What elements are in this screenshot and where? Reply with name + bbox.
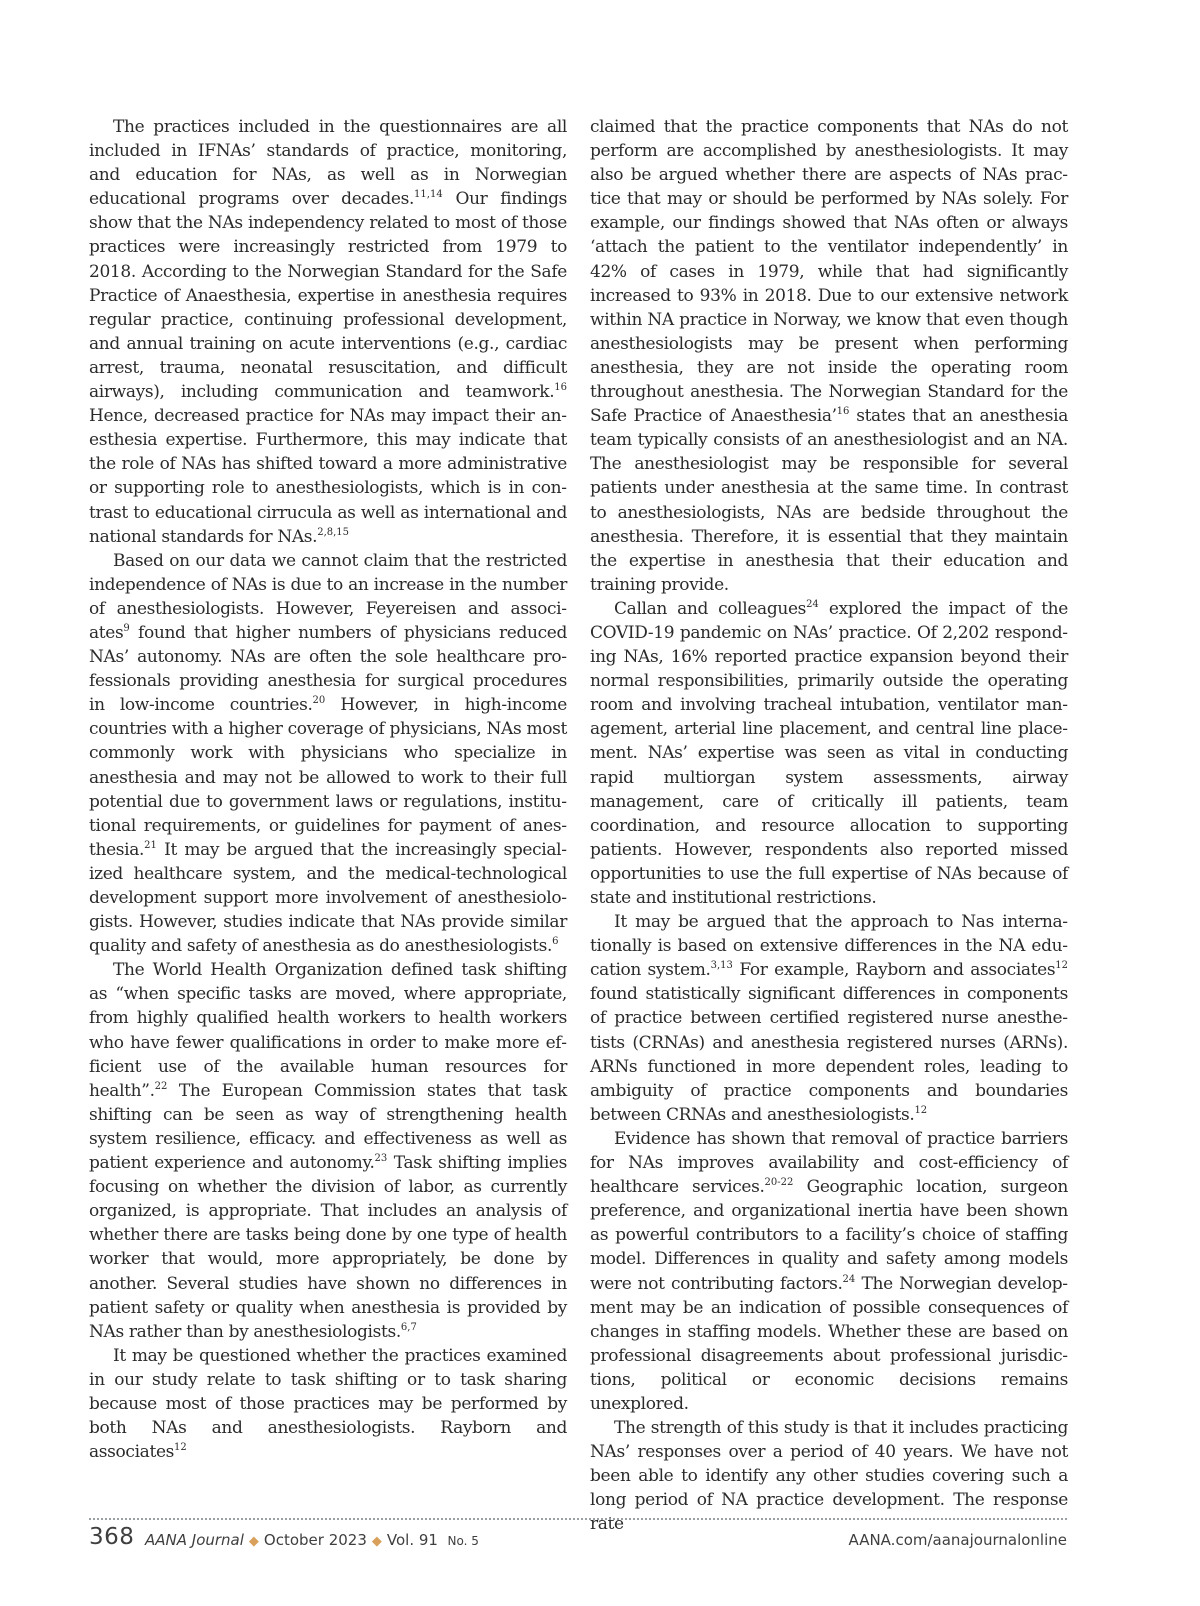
issue-number: No. 5 <box>447 1534 479 1548</box>
paragraph-text: Task shifting implies focusing on whether the division of labor, as currently organized, is appropriate. That includes an analysis of whether there are tasks being done by one type of health worker that would, more appropriately, be done by another. Several studies have shown no differences in patient safety or quality when anesthesia is provided by NAs rather than by anesthesiologists. <box>89 1153 567 1342</box>
right-column <box>590 115 1068 1537</box>
body-paragraph <box>590 910 1068 1127</box>
paragraph-text: claimed that the practice components that NAs do not perform are accomplished by anesthesiologists. It may also be argued whether there are aspects of NAs practice that may or should be performed by NAs solely. For example, our findings showed that NAs often or always ‘attach the patient to the ventilator independently’ in 42% of cases in 1979, while that had significantly increased to 93% in 2018. Due to our extensive network within NA practice in Norway, we know that even though anesthesiologists may be present when performing anesthesia, they are not inside the operating room throughout anesthesia. The Norwegian Standard for the Safe Practice of Anaesthesia’ <box>590 117 1068 427</box>
paragraph-text: Based on our data we cannot claim that the restricted independence of NAs is due to an increase in the number of anesthesiologists. However, Feyereisen and associates <box>89 550 567 643</box>
left-column <box>89 115 567 1464</box>
citation-ref: 22 <box>154 1080 168 1092</box>
citation-ref: 2,8,15 <box>317 526 350 538</box>
paragraph-text: The European Commission states that task shifting can be seen as way of strengthening health system resilience, efficacy. and effectiveness as well as patient experience and autonomy. <box>89 1080 567 1174</box>
paragraph-text: It may be argued that the increasingly specialized healthcare system, and the medical-technological development support more involvement of anesthesiologists. However, studies indicate that NAs provide similar quality and safety of anesthesia as do anesthesiologists. <box>89 839 567 957</box>
journal-name: AANA Journal <box>145 1531 244 1549</box>
volume: Vol. 91 <box>386 1531 438 1549</box>
paragraph-text: found statistically significant differences in components of practice between certified registered nurse anesthetists (CRNAs) and anesthesia registered nurses (ARNs). ARNs functioned in more dependent roles, leading to ambiguity of practice components and boundaries between CRNAs and anesthesiologists. <box>590 984 1068 1125</box>
paragraph-text: The Norwegian development may be an indication of possible consequences of changes in staffing models. Whether these are based on professional disagreements about professional jurisdictions, political or economic decisions remains unexplored. <box>590 1273 1068 1414</box>
body-paragraph <box>89 1344 567 1464</box>
citation-ref: 24 <box>806 598 819 610</box>
citation-ref: 12 <box>914 1104 928 1116</box>
citation-ref: 24 <box>842 1273 856 1285</box>
citation-ref: 11,14 <box>414 189 443 201</box>
citation-ref: 12 <box>174 1442 187 1454</box>
paragraph-text: Evidence has shown that removal of practice barriers for NAs improves availability and cost-efficiency of healthcare services. <box>590 1128 1068 1198</box>
journal-citation <box>145 1531 479 1549</box>
page-footer <box>89 1524 1067 1554</box>
citation-ref: 16 <box>836 406 850 418</box>
issue-date: October 2023 <box>263 1531 367 1549</box>
body-paragraph <box>590 115 1068 597</box>
citation-ref: 23 <box>374 1153 388 1165</box>
paragraph-text: The practices included in the questionnaires are all included in IFNAs’ standards of practice, monitoring, and education for NAs, as well as in Norwegian educational programs over decades. <box>89 117 567 210</box>
body-paragraph <box>89 958 567 1344</box>
page-number: 368 <box>89 1524 135 1550</box>
paragraph-text: The World Health Organization defined task shifting as “when specific tasks are moved, where appropriate, from highly qualified health workers to health workers who have fewer qualifications in order to make more efficient use of the available human resources for health”. <box>89 960 567 1101</box>
paragraph-text: states that an anesthesia team typically consists of an anesthesiologist and an NA. The anesthesiologist may be responsible for several patients under anesthesia at the same time. In contrast to anesthesiologists, NAs are bedside throughout the anesthesia. Therefore, it is essential that they maintain the expertise in anesthesia that their education and training provide. <box>590 406 1068 595</box>
citation-ref: 3,13 <box>710 960 733 972</box>
citation-ref: 6 <box>552 936 559 948</box>
paragraph-text: The strength of this study is that it includes practicing NAs’ responses over a period of 40 years. We have not been able to identify any other studies covering such a long period of NA practice development. The response rate <box>590 1418 1068 1535</box>
body-paragraph <box>590 597 1068 910</box>
paragraph-text: For example, Rayborn and associates <box>732 960 1056 981</box>
citation-ref: 20 <box>312 695 326 707</box>
paragraph-text: It may be questioned whether the practices examined in our study relate to task shifting or to task sharing because most of those practices may be performed by both NAs and anesthesiologists. Rayborn and associates <box>89 1345 567 1463</box>
citation-ref: 6,7 <box>400 1321 417 1333</box>
body-paragraph <box>89 115 567 549</box>
paragraph-text: found that higher numbers of physicians reduced NAs’ autonomy. NAs are often the sole healthcare professionals providing anesthesia for surgical procedures in low-income countries. <box>89 622 567 716</box>
citation-ref: 20-22 <box>764 1177 794 1189</box>
footer-divider <box>89 1518 1067 1520</box>
paragraph-text: Hence, decreased practice for NAs may impact their anesthesia expertise. Furthermore, this may indicate that the role of NAs has shifted toward a more administrative or supporting role to anesthesiologists, which is in contrast to educational cirrucula as well as international and national standards for NAs. <box>89 406 567 547</box>
paragraph-text: Our findings show that the NAs independency related to most of those practices were increasingly restricted from 1979 to 2018. According to the Norwegian Standard for the Safe Practice of Anaesthesia, expertise in anesthesia requires regular practice, continuing professional development, and annual training on acute interventions (e.g., cardiac arrest, trauma, neonatal resuscitation, and difficult airways), including communication and teamwork. <box>89 189 567 403</box>
diamond-separator-icon: ◆ <box>371 1534 382 1549</box>
body-paragraph <box>89 549 567 959</box>
citation-ref: 16 <box>554 382 567 394</box>
paragraph-text: It may be argued that the approach to Nas internationally is based on extensive differences in the NA education system. <box>590 912 1068 981</box>
body-paragraph <box>590 1127 1068 1416</box>
citation-ref: 9 <box>123 622 130 634</box>
paragraph-text: explored the impact of the COVID-19 pandemic on NAs’ practice. Of 2,202 responding NAs, 16% reported practice expansion beyond their normal responsibilities, primarily outside the operating room and involving tracheal intubation, ventilator management, arterial line placement, and central line placement. NAs’ expertise was seen as vital in conducting rapid multiorgan system assessments, airway management, care of critically ill patients, team coordination, and resource allocation to supporting patients. However, respondents also reported missed opportunities to use the full expertise of NAs because of state and institutional restrictions. <box>590 598 1068 908</box>
citation-ref: 21 <box>144 839 157 851</box>
citation-ref: 12 <box>1055 960 1068 972</box>
paragraph-text: Geographic location, surgeon preference, and organizational inertia have been shown as powerful contributors to a facility’s choice of staffing model. Differences in quality and safety among models were not contributing factors. <box>590 1177 1068 1294</box>
journal-website-link[interactable]: AANA.com/aanajournalonline <box>848 1531 1067 1549</box>
paragraph-text: However, in high-income countries with a higher coverage of physicians, NAs most commonly work with physicians who specialize in anesthesia and may not be allowed to work to their full potential due to government laws or regulations, institutional requirements, or guidelines for payment of anesthesia. <box>89 695 568 860</box>
diamond-separator-icon: ◆ <box>248 1534 259 1549</box>
paragraph-text: Callan and colleagues <box>614 598 807 619</box>
